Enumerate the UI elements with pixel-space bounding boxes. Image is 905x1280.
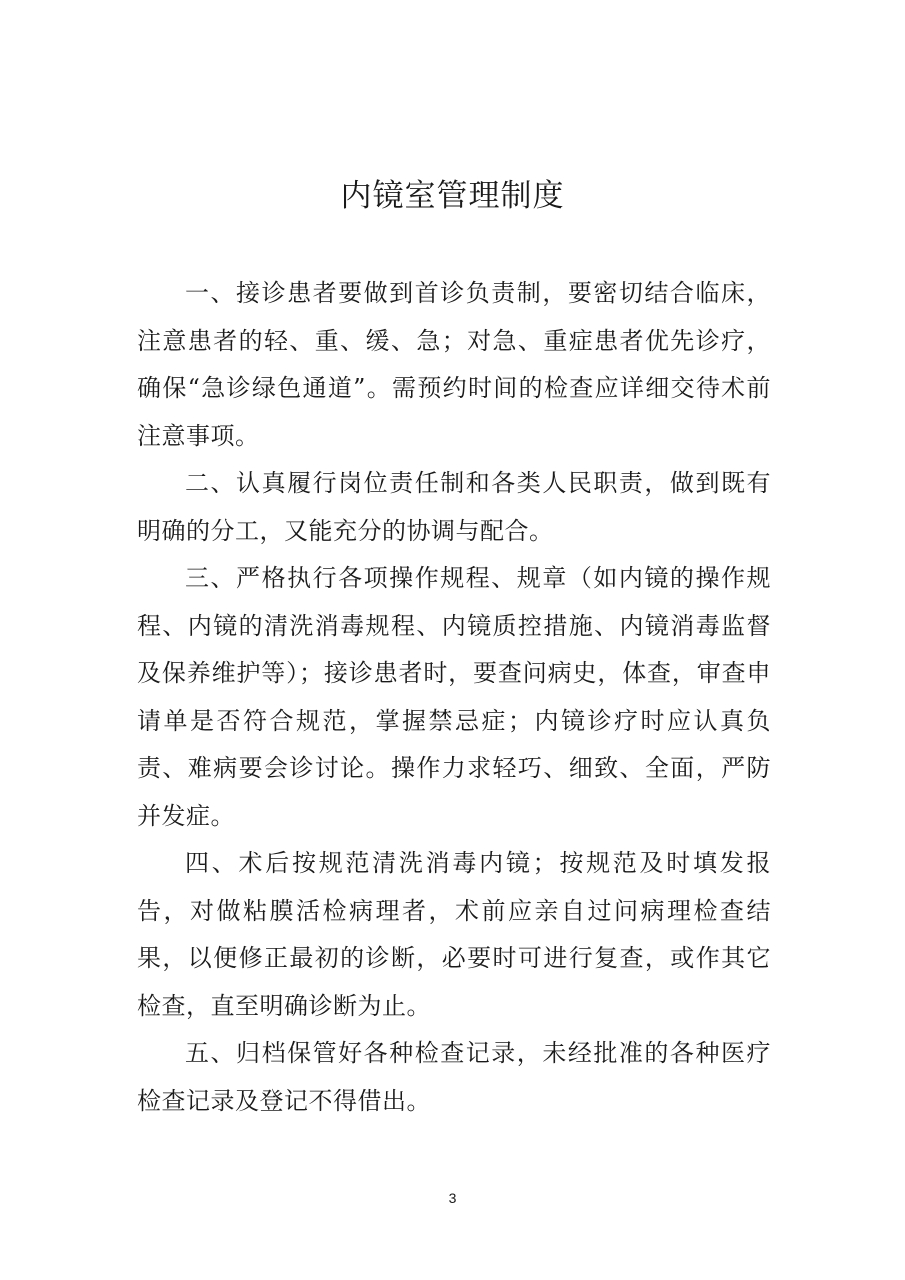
paragraph-5: 五、归档保管好各种检查记录，未经批准的各种医疗检查记录及登记不得借出。 [137,1039,771,1115]
paragraph-3: 三、严格执行各项操作规程、规章（如内镜的操作规程、内镜的清洗消毒规程、内镜质控措施、内镜消毒监督及保养维护等）；接诊患者时，要查问病史，体查，审查申请单是否符合规范，掌握禁忌症；内镜诊疗时应认真负责、难病要会诊讨论。操作力求轻巧、细致、全面，严防并发症。 [137,564,771,830]
document-body [137,270,771,1125]
paragraph-4: 四、术后按规范清洗消毒内镜；按规范及时填发报告，对做粘膜活检病理者，术前应亲自过问病理检查结果，以便修正最初的诊断，必要时可进行复查，或作其它检查，直至明确诊断为止。 [137,849,771,1020]
document-title: 内镜室管理制度 [340,178,565,214]
paragraph-1: 一、接诊患者要做到首诊负责制，要密切结合临床，注意患者的轻、重、缓、急；对急、重症患者优先诊疗，确保“急诊绿色通道”。需预约时间的检查应详细交待术前注意事项。 [137,279,771,450]
paragraph-2: 二、认真履行岗位责任制和各类人民职责，做到既有明确的分工，又能充分的协调与配合。 [137,469,771,545]
page-number: 3 [448,1190,457,1206]
